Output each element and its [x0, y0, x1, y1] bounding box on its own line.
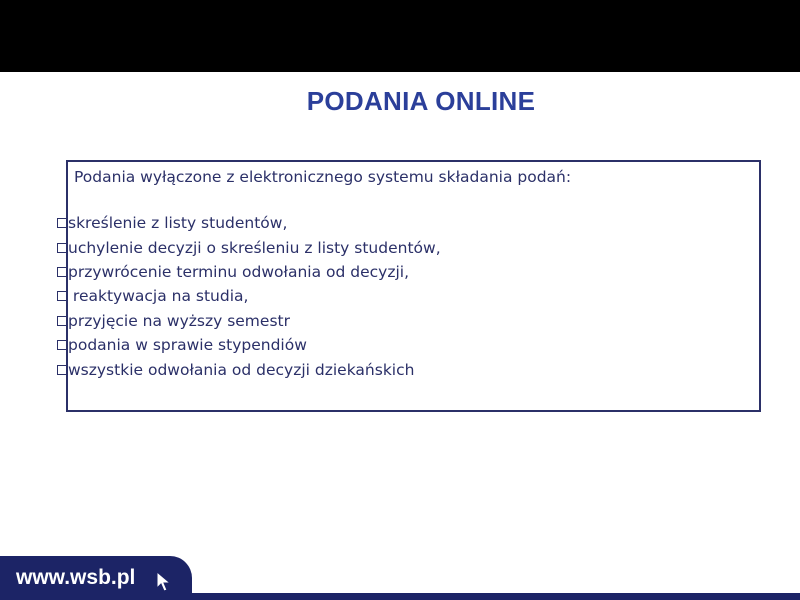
page-title: PODANIA ONLINE — [306, 86, 536, 116]
footer-url-link[interactable]: www.wsb.pl — [16, 566, 136, 589]
list-item — [48, 284, 441, 308]
box-heading: Podania wyłączone z elektronicznego systemu składania podań: — [74, 168, 572, 186]
list-item — [48, 235, 441, 259]
checkbox-bullet-icon — [57, 365, 67, 375]
checkbox-bullet-icon — [57, 340, 67, 350]
list-item-text: przyjęcie na wyższy semestr — [68, 311, 290, 330]
list-item-text: reaktywacja na studia, — [68, 287, 249, 306]
list-item — [48, 333, 441, 357]
list-item-text: wszystkie odwołania od decyzji dziekańskich — [68, 360, 415, 379]
checkbox-bullet-icon — [57, 243, 67, 253]
top-black-bar — [0, 0, 800, 72]
list-item — [48, 211, 441, 235]
list-item-text: przywrócenie terminu odwołania od decyzji, — [68, 262, 409, 281]
checkbox-bullet-icon — [57, 267, 67, 277]
list-item-text: uchylenie decyzji o skreśleniu z listy studentów, — [68, 238, 441, 257]
list-item-text: podania w sprawie stypendiów — [68, 336, 307, 355]
list-item — [48, 357, 441, 381]
list-item — [48, 260, 441, 284]
bullet-list — [48, 211, 441, 382]
checkbox-bullet-icon — [57, 316, 67, 326]
checkbox-bullet-icon — [57, 218, 67, 228]
list-item — [48, 309, 441, 333]
checkbox-bullet-icon — [57, 291, 67, 301]
list-item-text: skreślenie z listy studentów, — [68, 214, 288, 233]
mouse-cursor-icon — [156, 571, 172, 593]
